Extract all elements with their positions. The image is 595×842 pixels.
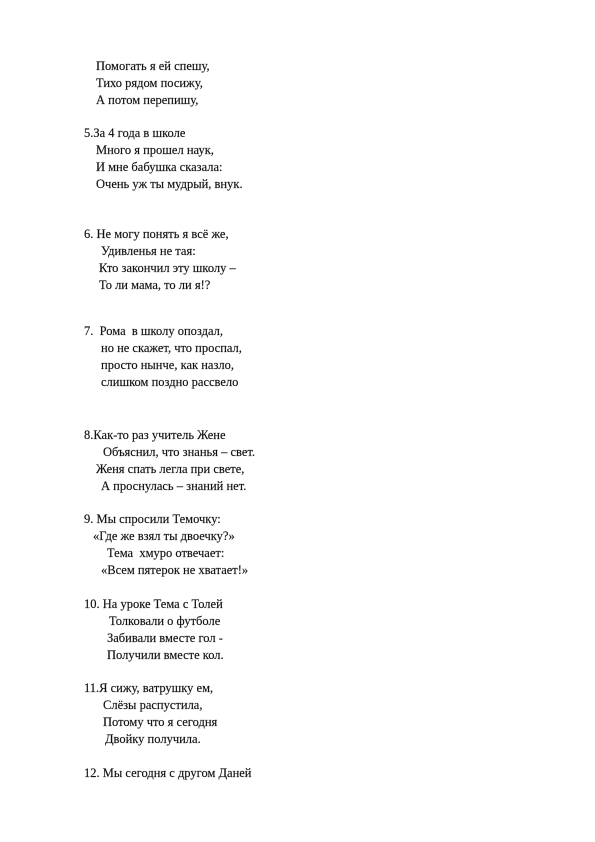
poem-line: Удивленья не тая: (101, 244, 196, 258)
poem-line: 5.За 4 года в школе (84, 126, 186, 140)
poem-line: 9. Мы спросили Темочку: (84, 512, 221, 526)
poem-line: 11.Я сижу, ватрушку ем, (84, 681, 214, 695)
poem-line: 6. Не могу понять я всё же, (84, 227, 229, 241)
poem-line: А проснулась – знаний нет. (101, 479, 247, 493)
poem-line: Тихо рядом посижу, (96, 76, 203, 90)
poem-line: Тема хмуро отвечает: (107, 546, 225, 560)
poem-line: Забивали вместе гол - (107, 631, 223, 645)
poem-line: «Где же взял ты двоечку?» (93, 529, 235, 543)
poem-line: Очень уж ты мудрый, внук. (96, 177, 243, 191)
poem-line: Помогать я ей спешу, (96, 59, 210, 73)
poem-line: просто нынче, как назло, (101, 358, 235, 372)
poem-line: «Всем пятерок не хватает!» (101, 563, 249, 577)
poem-line: Потому что я сегодня (103, 715, 218, 729)
poem-line: 12. Мы сегодня с другом Даней (84, 766, 252, 780)
poem-line: Слёзы распустила, (103, 698, 203, 712)
poem-line: Женя спать легла при свете, (96, 462, 245, 476)
poem-line: 7. Рома в школу опоздал, (84, 324, 223, 338)
poem-line: Толковали о футболе (109, 614, 221, 628)
poem-line: То ли мама, то ли я!? (99, 278, 211, 292)
poem-line: 8.Как-то раз учитель Жене (84, 428, 226, 442)
poem-line: Получили вместе кол. (107, 648, 224, 662)
poem-line: А потом перепишу, (96, 93, 199, 107)
poem-line: И мне бабушка сказала: (96, 160, 223, 174)
poem-line: но не скажет, что проспал, (101, 341, 242, 355)
poem-line: Двойку получила. (105, 732, 201, 746)
poem-line: слишком поздно рассвело (101, 375, 239, 389)
poem-line: Много я прошел наук, (96, 143, 214, 157)
poem-line: 10. На уроке Тема с Толей (84, 597, 223, 611)
poem-line: Объяснил, что знанья – свет. (103, 445, 256, 459)
poem-line: Кто закончил эту школу – (99, 261, 236, 275)
